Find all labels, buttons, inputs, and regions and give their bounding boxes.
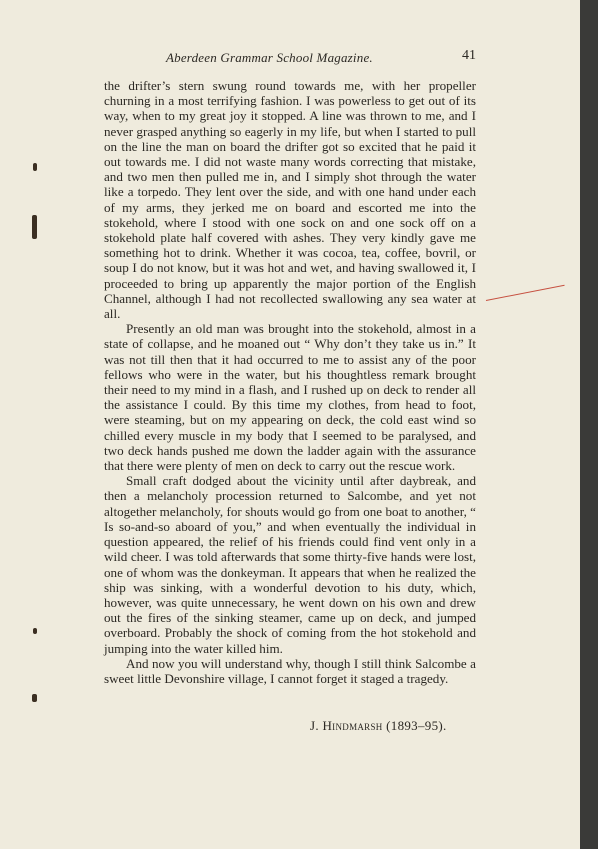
paragraph-2: Presently an old man was brought into the stokehold, almost in a state of collapse, and he moaned out “ Why don’t they take us in.” It was not till then that it had occurred to me to assist any of the poor fellows who were in the water, but his thoughtless remark brought their need to my mind in a flash, and I rushed up on deck to render all the assistance I could. By this time my clothes, from head to foot, were steaming, but on my appearing on deck, the cold east wind so chilled every muscle in my body that I seemed to be paralysed, and two deck hands pushed me down the ladder again with the assurance that there were plenty of men on deck to carry out the rescue work.: [104, 321, 476, 474]
scan-edge: [580, 0, 598, 849]
binding-hole-mark: [32, 694, 37, 702]
pencil-annotation-line: [486, 285, 565, 301]
paragraph-4: And now you will understand why, though I still think Salcombe a sweet little Devonshire village, I cannot forget it staged a tragedy.: [104, 655, 476, 686]
paragraph-3: Small craft dodged about the vicinity until after daybreak, and then a melancholy procession returned to Salcombe, and yet not altogether melancholy, for shouts would go from one boat to another, “ Is so-and-so aboard of you,” and when eventually the individual in question appeared, the relief of his friends could find vent only in a wild cheer. I was told afterwards that some thirty-five hands were lost, one of whom was the donkeyman. It appears that when he realized the ship was sinking, with a wonderful devotion to his duty, which, however, was quite unnecessary, he went down on his own and drew out the fires of the sinking steamer, came up on deck, and jumped overboard. Probably the shock of coming from the hot stokehold and jumping into the water killed him.: [104, 473, 476, 656]
signature-initial: J.: [310, 718, 319, 733]
binding-hole-mark: [33, 628, 37, 634]
binding-hole-mark: [32, 215, 37, 239]
article-body: [104, 78, 476, 686]
paragraph-1: the drifter’s stern swung round towards me, with her propeller churning in a most terrifying fashion. I was powerless to get out of its way, when to my great joy it stopped. A line was thrown to me, and I never grasped anything so eagerly in my life, but when I started to pull on the line the man on board the drifter got so excited that he paid it out towards me. I did not waste many words correcting that mistake, and two men then pulled me in, and I simply shot through the water like a torpedo. They lent over the side, and with one hand under each of my arms, they jerked me on board and escorted me into the stokehold, where I stood with one sock on and one sock off on a stokehold plate half covered with ashes. They very kindly gave me something hot to drink. Whether it was cocoa, tea, coffee, bovril, or soup I do not know, but it was hot and wet, and having swallowed it, I proceeded to bring up apparently the major portion of the English Channel, although I had not recollected swallowing any sea water at all.: [104, 78, 476, 322]
running-header: [104, 46, 480, 66]
author-signature: [310, 718, 447, 734]
signature-name: Hindmarsh: [322, 718, 383, 733]
binding-hole-mark: [33, 163, 37, 171]
running-title: Aberdeen Grammar School Magazine.: [166, 50, 373, 65]
signature-years: (1893–95).: [386, 718, 447, 733]
page-number: 41: [462, 48, 476, 63]
